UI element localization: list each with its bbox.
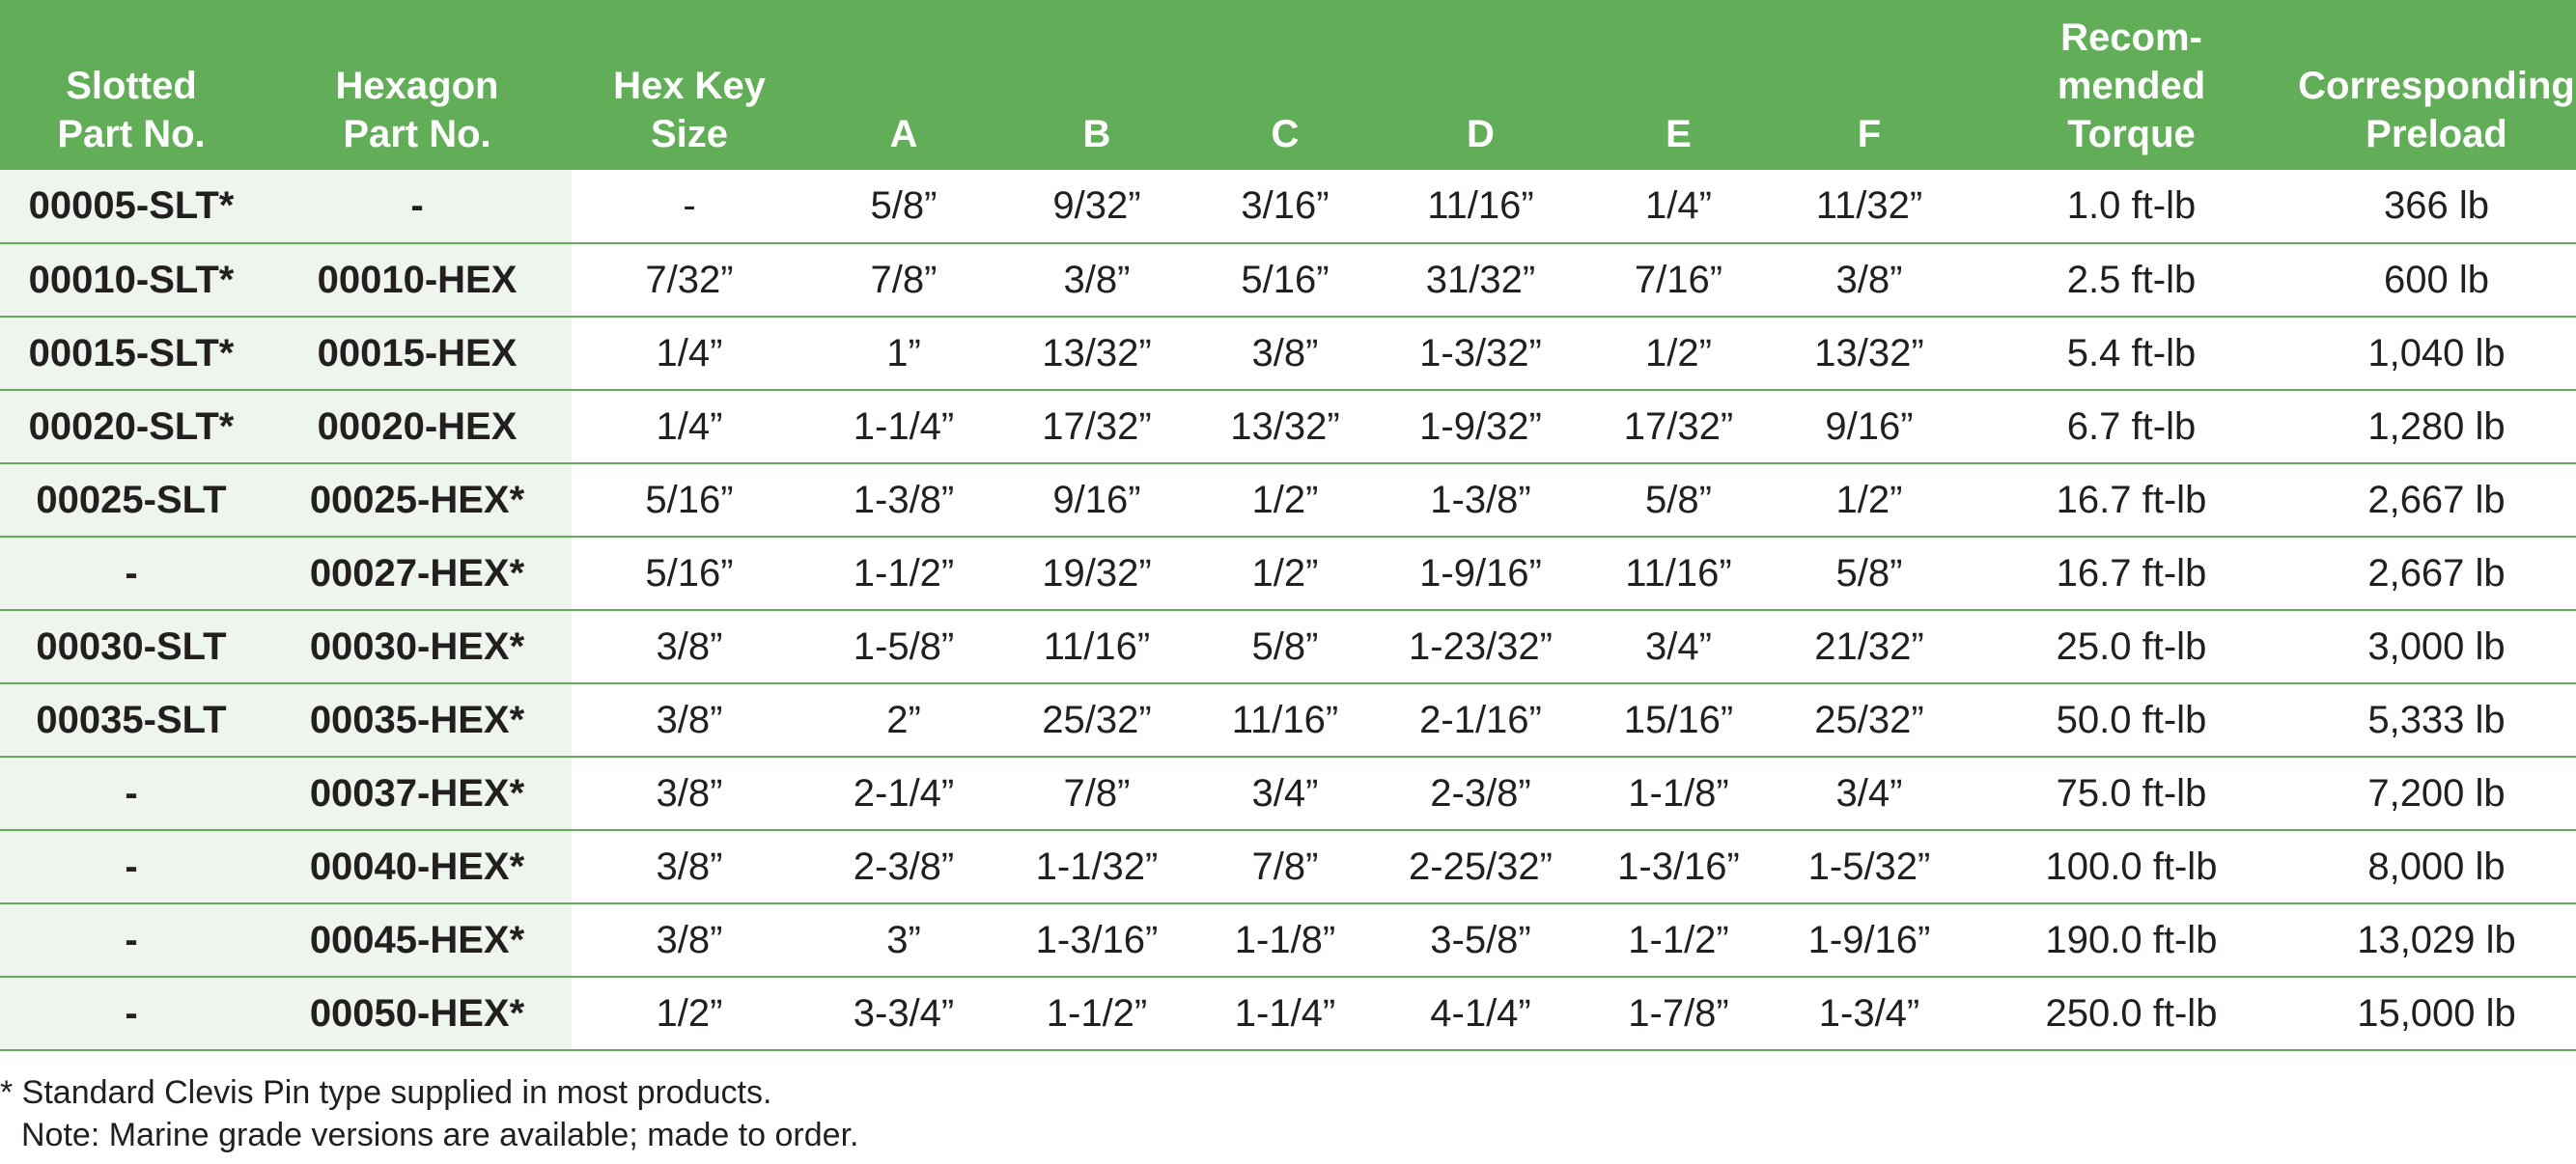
cell-dim-e: 1/4” (1584, 170, 1773, 243)
col-header-line: Corresponding (2298, 65, 2575, 107)
cell-dim-c: 3/16” (1193, 170, 1377, 243)
cell-hex-key-size: 1/4” (572, 317, 807, 390)
cell-dim-b: 3/8” (1000, 243, 1193, 317)
cell-dim-e: 7/16” (1584, 243, 1773, 317)
cell-dim-d: 1-3/8” (1377, 463, 1584, 537)
table-row (0, 317, 2576, 390)
cell-dim-b: 17/32” (1000, 390, 1193, 463)
cell-slotted-part-no: - (0, 903, 263, 977)
cell-dim-f: 5/8” (1773, 537, 1966, 610)
cell-dim-b: 9/32” (1000, 170, 1193, 243)
cell-dim-a: 3” (807, 903, 1000, 977)
cell-dim-a: 7/8” (807, 243, 1000, 317)
col-header-dim-c (1193, 0, 1377, 170)
footnote-marine-grade: Note: Marine grade versions are available; made to order. (21, 1117, 859, 1153)
cell-recommended-torque: 75.0 ft-lb (1966, 757, 2297, 830)
cell-dim-e: 1-1/2” (1584, 903, 1773, 977)
cell-dim-f: 1-5/32” (1773, 830, 1966, 903)
cell-slotted-part-no: - (0, 977, 263, 1050)
cell-dim-f: 1/2” (1773, 463, 1966, 537)
col-header-line: Preload (2366, 113, 2507, 155)
cell-hex-key-size: 1/2” (572, 977, 807, 1050)
cell-corresponding-preload: 7,200 lb (2297, 757, 2576, 830)
cell-dim-a: 3-3/4” (807, 977, 1000, 1050)
col-header-dim-d (1377, 0, 1584, 170)
cell-dim-f: 3/8” (1773, 243, 1966, 317)
cell-dim-c: 7/8” (1193, 830, 1377, 903)
col-header-line: Hexagon (335, 65, 499, 107)
cell-dim-a: 2” (807, 683, 1000, 757)
col-header-line: Part No. (57, 113, 206, 155)
table-body (0, 170, 2576, 1050)
cell-dim-e: 15/16” (1584, 683, 1773, 757)
cell-dim-d: 1-3/32” (1377, 317, 1584, 390)
col-header-recommended-torque (1966, 0, 2297, 170)
cell-dim-a: 1-1/2” (807, 537, 1000, 610)
cell-dim-f: 3/4” (1773, 757, 1966, 830)
cell-dim-c: 5/8” (1193, 610, 1377, 683)
table-row (0, 610, 2576, 683)
cell-dim-d: 3-5/8” (1377, 903, 1584, 977)
cell-hexagon-part-no: 00040-HEX* (263, 830, 572, 903)
cell-dim-d: 2-3/8” (1377, 757, 1584, 830)
cell-dim-b: 1-3/16” (1000, 903, 1193, 977)
table-row (0, 977, 2576, 1050)
cell-recommended-torque: 50.0 ft-lb (1966, 683, 2297, 757)
cell-dim-d: 11/16” (1377, 170, 1584, 243)
cell-hexagon-part-no: 00020-HEX (263, 390, 572, 463)
col-header-line: mended (2057, 65, 2206, 107)
cell-dim-c: 1-1/8” (1193, 903, 1377, 977)
col-header-line: Part No. (343, 113, 491, 155)
col-header-hex-key-size (572, 0, 807, 170)
cell-dim-e: 1-1/8” (1584, 757, 1773, 830)
cell-hex-key-size: 3/8” (572, 757, 807, 830)
cell-corresponding-preload: 8,000 lb (2297, 830, 2576, 903)
col-header-line: F (1857, 113, 1882, 155)
col-header-corresponding-preload (2297, 0, 2576, 170)
cell-recommended-torque: 5.4 ft-lb (1966, 317, 2297, 390)
cell-dim-e: 3/4” (1584, 610, 1773, 683)
cell-recommended-torque: 16.7 ft-lb (1966, 537, 2297, 610)
col-header-line: Size (650, 113, 729, 155)
table-row (0, 170, 2576, 243)
cell-hexagon-part-no: - (263, 170, 572, 243)
table-row (0, 757, 2576, 830)
cell-dim-e: 1-3/16” (1584, 830, 1773, 903)
cell-dim-a: 5/8” (807, 170, 1000, 243)
cell-hexagon-part-no: 00050-HEX* (263, 977, 572, 1050)
cell-slotted-part-no: 00020-SLT* (0, 390, 263, 463)
cell-dim-a: 1-3/8” (807, 463, 1000, 537)
cell-dim-e: 5/8” (1584, 463, 1773, 537)
col-header-line: E (1666, 113, 1692, 155)
cell-dim-d: 31/32” (1377, 243, 1584, 317)
col-header-line: Torque (2067, 113, 2196, 155)
cell-hexagon-part-no: 00025-HEX* (263, 463, 572, 537)
cell-dim-a: 2-3/8” (807, 830, 1000, 903)
cell-recommended-torque: 190.0 ft-lb (1966, 903, 2297, 977)
cell-dim-b: 13/32” (1000, 317, 1193, 390)
header-row (0, 0, 2576, 170)
cell-dim-f: 1-3/4” (1773, 977, 1966, 1050)
cell-corresponding-preload: 2,667 lb (2297, 537, 2576, 610)
cell-recommended-torque: 250.0 ft-lb (1966, 977, 2297, 1050)
footnotes (0, 1071, 858, 1156)
col-header-line: Recom- (2060, 16, 2202, 59)
cell-hexagon-part-no: 00045-HEX* (263, 903, 572, 977)
cell-dim-c: 13/32” (1193, 390, 1377, 463)
cell-corresponding-preload: 366 lb (2297, 170, 2576, 243)
cell-dim-a: 1-1/4” (807, 390, 1000, 463)
table-row (0, 463, 2576, 537)
cell-dim-b: 25/32” (1000, 683, 1193, 757)
cell-corresponding-preload: 600 lb (2297, 243, 2576, 317)
cell-slotted-part-no: 00030-SLT (0, 610, 263, 683)
cell-dim-c: 1-1/4” (1193, 977, 1377, 1050)
cell-dim-e: 1/2” (1584, 317, 1773, 390)
cell-dim-f: 1-9/16” (1773, 903, 1966, 977)
cell-hex-key-size: 3/8” (572, 683, 807, 757)
table-row (0, 683, 2576, 757)
cell-dim-d: 2-1/16” (1377, 683, 1584, 757)
table-row (0, 390, 2576, 463)
cell-dim-d: 1-23/32” (1377, 610, 1584, 683)
col-header-line: Slotted (66, 65, 197, 107)
cell-corresponding-preload: 1,040 lb (2297, 317, 2576, 390)
table-row (0, 537, 2576, 610)
cell-dim-e: 17/32” (1584, 390, 1773, 463)
cell-dim-c: 1/2” (1193, 537, 1377, 610)
cell-dim-b: 9/16” (1000, 463, 1193, 537)
cell-hex-key-size: - (572, 170, 807, 243)
table-row (0, 830, 2576, 903)
col-header-dim-b (1000, 0, 1193, 170)
col-header-dim-a (807, 0, 1000, 170)
col-header-line: B (1082, 113, 1111, 155)
cell-dim-d: 2-25/32” (1377, 830, 1584, 903)
cell-dim-e: 11/16” (1584, 537, 1773, 610)
col-header-hexagon-part-no (263, 0, 572, 170)
cell-slotted-part-no: 00010-SLT* (0, 243, 263, 317)
table-row (0, 903, 2576, 977)
cell-hexagon-part-no: 00037-HEX* (263, 757, 572, 830)
cell-dim-a: 2-1/4” (807, 757, 1000, 830)
col-header-dim-e (1584, 0, 1773, 170)
cell-hex-key-size: 7/32” (572, 243, 807, 317)
col-header-line: D (1467, 113, 1495, 155)
cell-dim-f: 9/16” (1773, 390, 1966, 463)
cell-slotted-part-no: - (0, 757, 263, 830)
cell-dim-a: 1” (807, 317, 1000, 390)
cell-dim-b: 1-1/2” (1000, 977, 1193, 1050)
cell-hexagon-part-no: 00010-HEX (263, 243, 572, 317)
col-header-dim-f (1773, 0, 1966, 170)
cell-corresponding-preload: 3,000 lb (2297, 610, 2576, 683)
cell-corresponding-preload: 15,000 lb (2297, 977, 2576, 1050)
cell-hexagon-part-no: 00015-HEX (263, 317, 572, 390)
cell-dim-c: 3/8” (1193, 317, 1377, 390)
cell-hex-key-size: 3/8” (572, 610, 807, 683)
cell-dim-f: 13/32” (1773, 317, 1966, 390)
cell-slotted-part-no: - (0, 537, 263, 610)
cell-corresponding-preload: 1,280 lb (2297, 390, 2576, 463)
col-header-line: Hex Key (613, 65, 766, 107)
cell-corresponding-preload: 5,333 lb (2297, 683, 2576, 757)
cell-dim-b: 11/16” (1000, 610, 1193, 683)
cell-dim-f: 11/32” (1773, 170, 1966, 243)
cell-dim-d: 1-9/16” (1377, 537, 1584, 610)
cell-slotted-part-no: 00035-SLT (0, 683, 263, 757)
col-header-slotted-part-no (0, 0, 263, 170)
cell-slotted-part-no: 00015-SLT* (0, 317, 263, 390)
cell-hexagon-part-no: 00027-HEX* (263, 537, 572, 610)
cell-dim-d: 4-1/4” (1377, 977, 1584, 1050)
cell-dim-c: 3/4” (1193, 757, 1377, 830)
cell-dim-e: 1-7/8” (1584, 977, 1773, 1050)
cell-recommended-torque: 100.0 ft-lb (1966, 830, 2297, 903)
cell-dim-b: 7/8” (1000, 757, 1193, 830)
cell-dim-c: 11/16” (1193, 683, 1377, 757)
cell-dim-c: 1/2” (1193, 463, 1377, 537)
cell-slotted-part-no: 00025-SLT (0, 463, 263, 537)
cell-hex-key-size: 1/4” (572, 390, 807, 463)
cell-hexagon-part-no: 00035-HEX* (263, 683, 572, 757)
cell-slotted-part-no: - (0, 830, 263, 903)
table-header (0, 0, 2576, 170)
col-header-line: A (889, 113, 918, 155)
cell-corresponding-preload: 2,667 lb (2297, 463, 2576, 537)
footnote-standard-pin: * Standard Clevis Pin type supplied in most products. (0, 1074, 772, 1111)
cell-dim-b: 1-1/32” (1000, 830, 1193, 903)
cell-hex-key-size: 5/16” (572, 537, 807, 610)
cell-hex-key-size: 3/8” (572, 903, 807, 977)
cell-hex-key-size: 5/16” (572, 463, 807, 537)
cell-recommended-torque: 16.7 ft-lb (1966, 463, 2297, 537)
cell-recommended-torque: 25.0 ft-lb (1966, 610, 2297, 683)
cell-slotted-part-no: 00005-SLT* (0, 170, 263, 243)
cell-dim-d: 1-9/32” (1377, 390, 1584, 463)
cell-dim-f: 25/32” (1773, 683, 1966, 757)
table-row (0, 243, 2576, 317)
cell-dim-b: 19/32” (1000, 537, 1193, 610)
cell-corresponding-preload: 13,029 lb (2297, 903, 2576, 977)
cell-recommended-torque: 6.7 ft-lb (1966, 390, 2297, 463)
cell-recommended-torque: 1.0 ft-lb (1966, 170, 2297, 243)
cell-hex-key-size: 3/8” (572, 830, 807, 903)
cell-dim-c: 5/16” (1193, 243, 1377, 317)
cell-hexagon-part-no: 00030-HEX* (263, 610, 572, 683)
col-header-line: C (1271, 113, 1300, 155)
cell-dim-f: 21/32” (1773, 610, 1966, 683)
cell-dim-a: 1-5/8” (807, 610, 1000, 683)
cell-recommended-torque: 2.5 ft-lb (1966, 243, 2297, 317)
